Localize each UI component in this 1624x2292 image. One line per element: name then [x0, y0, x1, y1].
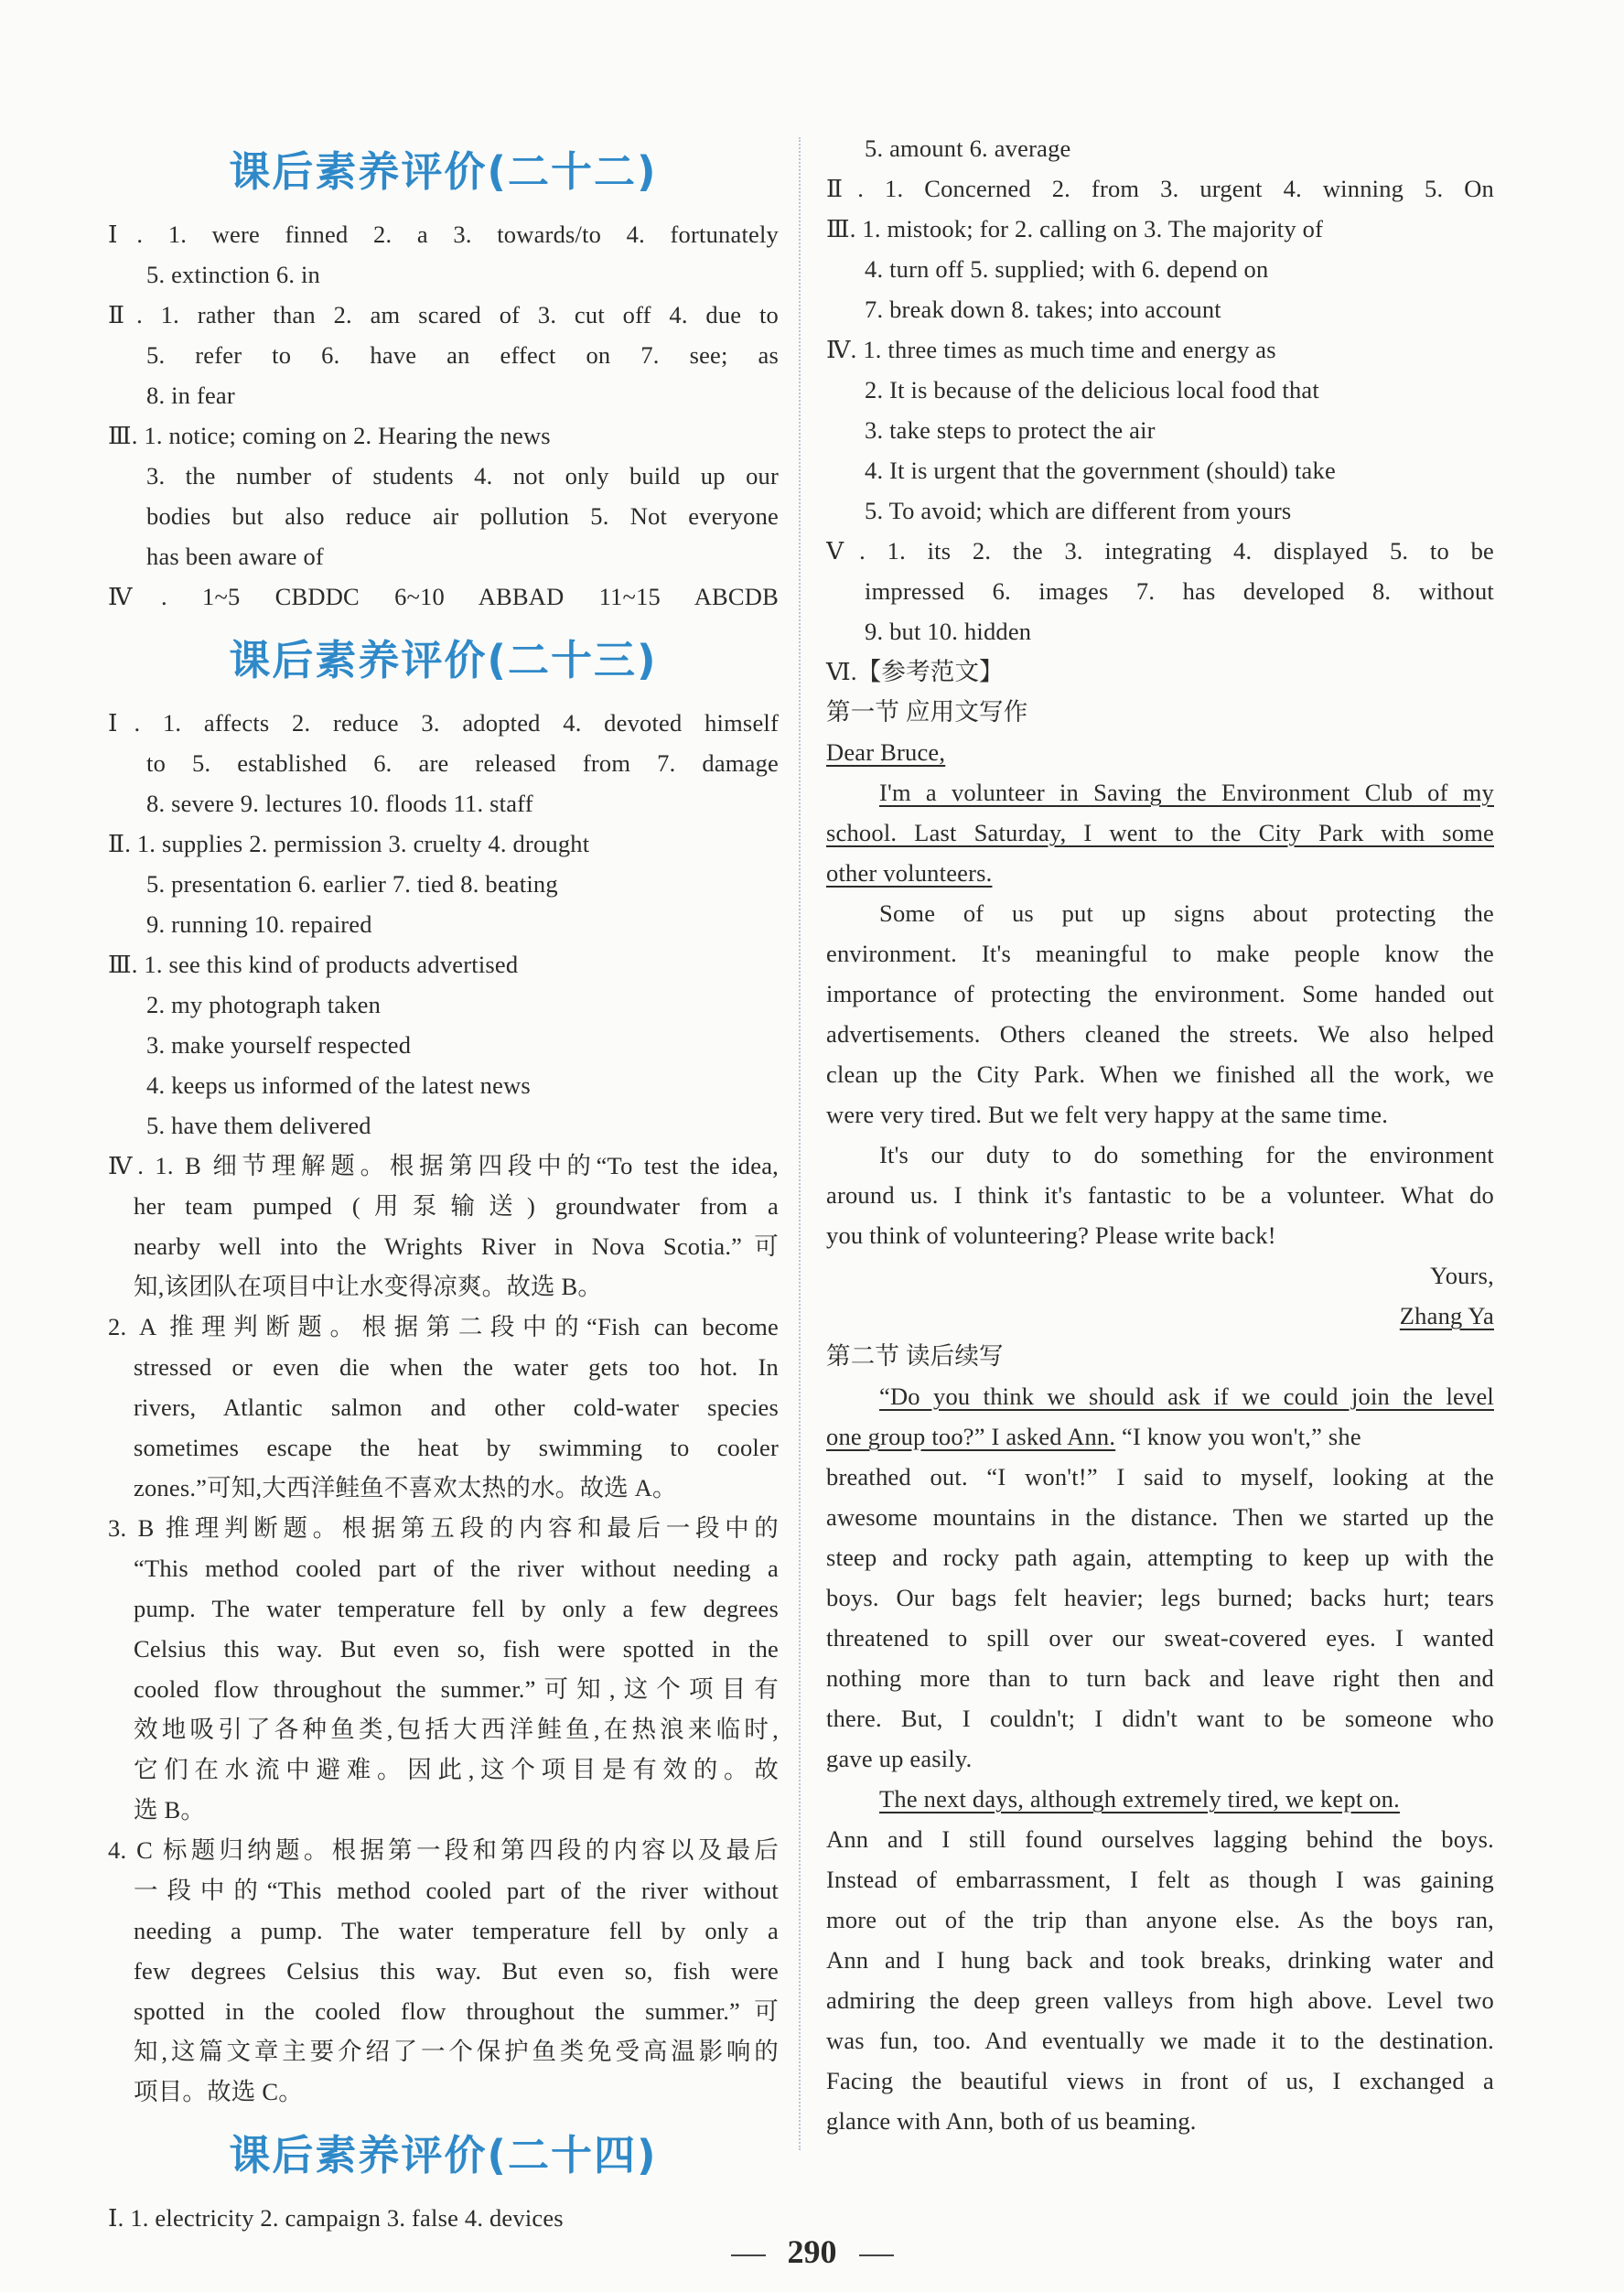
text-span: 4. C 标题归纳题。根据第一段和第四段的内容以及最后 — [108, 1836, 779, 1864]
text-span: 项目。故选 C。 — [134, 2078, 303, 2105]
text-span: Ⅱ. 1. rather than 2. am scared of 3. cut off 4. due to — [108, 301, 779, 328]
text-span: 2. A 推理判断题。根据第二段中的“Fish can become — [108, 1313, 779, 1340]
text-span: Ⅰ. 1. affects 2. reduce 3. adopted 4. devoted himself — [108, 709, 779, 737]
text-line — [108, 1025, 779, 1065]
text-span: glance with Ann, both of us beaming. — [826, 2107, 1197, 2135]
text-span: 第二节 读后续写 — [826, 1342, 1004, 1370]
text-span: school. Last Saturday, I went to the City Park with some — [826, 819, 1494, 846]
text-line — [826, 933, 1494, 974]
text-line — [826, 450, 1494, 490]
text-line — [826, 1577, 1494, 1618]
page-number: 290 — [787, 2233, 837, 2270]
text-line — [826, 1899, 1494, 1940]
text-line — [826, 853, 1494, 893]
text-line — [108, 743, 779, 783]
text-line — [108, 1790, 779, 1830]
text-line — [826, 1175, 1494, 1215]
text-span: I'm a volunteer in Saving the Environment Club of my — [879, 779, 1494, 806]
text-line — [108, 1387, 779, 1427]
text-line — [826, 1094, 1494, 1135]
text-span: spotted in the cooled flow throughout the summer.”可 — [134, 1997, 779, 2025]
text-span: 知,该团队在项目中让水变得凉爽。故选 B。 — [134, 1273, 603, 1300]
text-span: her team pumped (用泵输送) groundwater from a — [134, 1192, 779, 1220]
text-span: Zhang Ya — [1399, 1302, 1494, 1329]
text-span: 8. in fear — [146, 382, 235, 409]
text-span: 选 B。 — [134, 1796, 206, 1824]
text-span: Ⅳ. 1. three times as much time and energy as — [826, 336, 1276, 363]
text-span: 5. refer to 6. have an effect on 7. see; as — [146, 341, 779, 369]
text-line — [826, 490, 1494, 531]
text-span: “I know you won't,” she — [1115, 1423, 1361, 1450]
text-line — [108, 823, 779, 864]
text-line — [826, 128, 1494, 168]
text-span: to 5. established 6. are released from 7. damage — [146, 749, 779, 777]
text-span: Ann and I hung back and took breaks, drinking water and — [826, 1946, 1494, 1974]
text-line — [108, 415, 779, 456]
right-column — [826, 128, 1494, 2141]
text-line — [108, 1709, 779, 1749]
text-line — [826, 531, 1494, 571]
text-span: threatened to spill over our sweat-covered eyes. I wanted — [826, 1624, 1494, 1652]
text-line — [826, 692, 1494, 732]
text-line — [826, 1376, 1494, 1416]
text-span: Ⅳ. 1~5 CBDDC 6~10 ABBAD 11~15 ABCDB — [108, 583, 779, 610]
text-span: 2. It is because of the delicious local food that — [865, 376, 1319, 404]
text-line — [826, 209, 1494, 249]
text-line — [108, 576, 779, 617]
text-span: boys. Our bags felt heavier; legs burned; backs hurt; tears — [826, 1584, 1494, 1611]
text-line — [108, 375, 779, 415]
text-span: stressed or even die when the water gets too hot. In — [134, 1353, 779, 1381]
text-line — [108, 1669, 779, 1709]
text-line — [826, 410, 1494, 450]
text-line — [108, 335, 779, 375]
text-line — [826, 1658, 1494, 1698]
text-line — [108, 1910, 779, 1951]
text-span: Ⅰ. 1. electricity 2. campaign 3. false 4. devices — [108, 2204, 564, 2232]
text-span: around us. I think it's fantastic to be a volunteer. What do — [826, 1181, 1494, 1209]
text-span: Celsius this way. But even so, fish were spotted in the — [134, 1635, 779, 1663]
text-span: 9. but 10. hidden — [865, 618, 1032, 645]
text-line — [108, 1146, 779, 1186]
text-span: Ⅳ. 1. B 细节理解题。根据第四段中的“To test the idea, — [108, 1152, 779, 1179]
text-line — [826, 1135, 1494, 1175]
text-span: zones.”可知,大西洋鲑鱼不喜欢太热的水。故选 A。 — [134, 1474, 677, 1501]
text-line — [108, 2031, 779, 2071]
text-span: was fun, too. And eventually we made it to the destination. — [826, 2027, 1494, 2054]
text-span: importance of protecting the environment. Some handed out — [826, 980, 1494, 1007]
text-line — [826, 1497, 1494, 1537]
text-span: nothing more than to turn back and leave right then and — [826, 1664, 1494, 1692]
text-span: 它们在水流中避难。因此,这个项目是有效的。故 — [134, 1756, 779, 1783]
text-line — [826, 1779, 1494, 1819]
text-span: 3. the number of students 4. not only build up our — [146, 462, 779, 490]
text-line — [826, 651, 1494, 692]
text-line — [826, 1296, 1494, 1336]
text-line — [108, 1629, 779, 1669]
text-line — [826, 1618, 1494, 1658]
text-line — [826, 1215, 1494, 1255]
text-line — [108, 985, 779, 1025]
text-span: few degrees Celsius this way. But even so, fish were — [134, 1957, 779, 1985]
text-span: Facing the beautiful views in front of us, I exchanged a — [826, 2067, 1494, 2094]
text-span: 3. make yourself respected — [146, 1031, 412, 1059]
text-span: rivers, Atlantic salmon and other cold-water species — [134, 1393, 779, 1421]
text-span: Ⅲ. 1. mistook; for 2. calling on 3. The majority of — [826, 215, 1324, 242]
text-line — [826, 1054, 1494, 1094]
text-span: Instead of embarrassment, I felt as though I was gaining — [826, 1866, 1494, 1893]
text-line — [108, 254, 779, 295]
text-line — [108, 1105, 779, 1146]
text-span: 4. It is urgent that the government (should) take — [865, 457, 1336, 484]
text-line — [826, 289, 1494, 329]
text-span: 4. turn off 5. supplied; with 6. depend on — [865, 255, 1269, 283]
text-span: admiring the deep green valleys from high above. Level two — [826, 1986, 1494, 2014]
text-span: there. But, I couldn't; I didn't want to be someone who — [826, 1705, 1494, 1732]
text-line — [108, 1951, 779, 1991]
text-span: more out of the trip than anyone else. As the boys ran, — [826, 1906, 1494, 1933]
text-span: “This method cooled part of the river without needing a — [134, 1555, 779, 1582]
text-line — [108, 1186, 779, 1226]
text-span: breathed out. “I won't!” I said to myself, looking at the — [826, 1463, 1494, 1490]
text-span: awesome mountains in the distance. Then we started up the — [826, 1503, 1494, 1531]
text-span: Ⅵ.【参考范文】 — [826, 658, 1004, 685]
text-line — [108, 536, 779, 576]
text-line — [108, 1065, 779, 1105]
text-span: Some of us put up signs about protecting the — [879, 899, 1494, 927]
text-line — [108, 1991, 779, 2031]
text-line — [826, 1255, 1494, 1296]
text-line — [826, 168, 1494, 209]
text-line — [108, 1830, 779, 1870]
text-line — [108, 944, 779, 985]
text-line — [826, 571, 1494, 611]
text-span: 5. presentation 6. earlier 7. tied 8. beating — [146, 870, 558, 898]
column-divider — [799, 137, 801, 2150]
text-line — [826, 732, 1494, 772]
text-span: Ⅱ. 1. supplies 2. permission 3. cruelty 4. drought — [108, 830, 590, 857]
text-line — [826, 1859, 1494, 1899]
text-span: 效地吸引了各种鱼类,包括大西洋鲑鱼,在热浪来临时, — [134, 1716, 779, 1743]
text-span: 7. break down 8. takes; into account — [865, 296, 1221, 323]
text-span: It's our duty to do something for the environment — [879, 1141, 1494, 1168]
text-span: steep and rocky path again, attempting to keep up with the — [826, 1544, 1494, 1571]
text-line — [108, 1468, 779, 1508]
text-line — [826, 893, 1494, 933]
text-span: needing a pump. The water temperature fell by only a — [134, 1917, 779, 1944]
text-span: advertisements. Others cleaned the streets. We also helped — [826, 1020, 1494, 1048]
text-span: 3. B 推理判断题。根据第五段的内容和最后一段中的 — [108, 1514, 779, 1542]
text-line — [108, 1347, 779, 1387]
text-line — [826, 1416, 1494, 1457]
text-line — [826, 249, 1494, 289]
text-line — [108, 2071, 779, 2112]
section-title: 课后素养评价(二十三) — [229, 636, 658, 684]
text-span: 5. extinction 6. in — [146, 261, 321, 288]
text-line — [108, 1266, 779, 1307]
underlined-text: one group too?” I asked Ann. — [826, 1423, 1116, 1450]
text-span: 9. running 10. repaired — [146, 910, 372, 938]
text-line — [108, 214, 779, 254]
text-line — [826, 1698, 1494, 1738]
text-span: has been aware of — [146, 543, 324, 570]
text-line — [826, 611, 1494, 651]
text-line — [826, 1457, 1494, 1497]
text-line — [826, 772, 1494, 812]
text-span: 一段中的“This method cooled part of the river without — [134, 1877, 779, 1904]
text-span: 5. have them delivered — [146, 1112, 371, 1139]
text-line — [826, 370, 1494, 410]
text-line — [108, 295, 779, 335]
text-line — [108, 1427, 779, 1468]
text-span: 知,这篇文章主要介绍了一个保护鱼类免受高温影响的 — [134, 2038, 779, 2065]
text-span: bodies but also reduce air pollution 5. Not everyone — [146, 502, 779, 530]
text-span: clean up the City Park. When we finished all the work, we — [826, 1060, 1494, 1088]
text-line — [108, 1307, 779, 1347]
text-span: “Do you think we should ask if we could join the level — [879, 1383, 1494, 1410]
text-span: pump. The water temperature fell by only a few degrees — [134, 1595, 779, 1622]
section-title: 课后素养评价(二十二) — [229, 147, 658, 196]
text-line — [826, 1014, 1494, 1054]
text-line — [826, 812, 1494, 853]
text-span: 3. take steps to protect the air — [865, 416, 1156, 444]
text-span: gave up easily. — [826, 1745, 973, 1772]
text-line — [826, 2101, 1494, 2141]
text-line — [826, 1940, 1494, 1980]
text-span: 2. my photograph taken — [146, 991, 382, 1018]
text-line — [108, 1588, 779, 1629]
left-column — [108, 128, 779, 2238]
text-span: Ⅱ. 1. Concerned 2. from 3. urgent 4. winning 5. On — [826, 175, 1494, 202]
text-line — [826, 2061, 1494, 2101]
text-span: 5. amount 6. average — [865, 135, 1071, 162]
page-footer — [0, 2233, 1624, 2278]
text-span: 5. To avoid; which are different from yours — [865, 497, 1292, 524]
text-span: Dear Bruce, — [826, 738, 946, 766]
text-line — [826, 329, 1494, 370]
text-span: Ⅲ. 1. notice; coming on 2. Hearing the news — [108, 422, 551, 449]
section-title: 课后素养评价(二十四) — [229, 2131, 658, 2179]
text-line — [108, 1508, 779, 1548]
text-span: 8. severe 9. lectures 10. floods 11. staff — [146, 790, 533, 817]
text-span: impressed 6. images 7. has developed 8. without — [865, 577, 1494, 605]
text-span: 第一节 应用文写作 — [826, 698, 1028, 726]
text-span: sometimes escape the heat by swimming to cooler — [134, 1434, 779, 1461]
text-span: Ⅲ. 1. see this kind of products advertised — [108, 951, 519, 978]
text-line — [108, 1870, 779, 1910]
text-line — [108, 864, 779, 904]
text-span: were very tired. But we felt very happy at the same time. — [826, 1101, 1389, 1128]
text-line — [108, 496, 779, 536]
text-span: you think of volunteering? Please write back! — [826, 1221, 1276, 1249]
text-line — [108, 456, 779, 496]
text-span: environment. It's meaningful to make people know the — [826, 940, 1494, 967]
text-span: nearby well into the Wrights River in Nova Scotia.”可 — [134, 1232, 779, 1260]
text-span: Ⅰ. 1. were finned 2. a 3. towards/to 4. fortunately — [108, 221, 779, 248]
text-span: Ⅴ. 1. its 2. the 3. integrating 4. displayed 5. to be — [826, 537, 1494, 565]
text-line — [108, 1226, 779, 1266]
text-line — [108, 1548, 779, 1588]
text-line — [826, 1980, 1494, 2020]
text-span: 4. keeps us informed of the latest news — [146, 1071, 531, 1099]
text-line — [826, 1738, 1494, 1779]
text-line — [826, 2020, 1494, 2061]
text-span: The next days, although extremely tired, we kept on. — [879, 1785, 1400, 1813]
text-span: cooled flow throughout the summer.”可知,这个项目有 — [134, 1675, 779, 1703]
text-line — [108, 703, 779, 743]
text-line — [826, 1336, 1494, 1376]
text-line — [826, 974, 1494, 1014]
text-line — [108, 904, 779, 944]
text-span: Ann and I still found ourselves lagging behind the boys. — [826, 1825, 1494, 1853]
text-span: other volunteers. — [826, 859, 993, 887]
text-line — [826, 1819, 1494, 1859]
text-line — [826, 1537, 1494, 1577]
text-line — [108, 1749, 779, 1790]
text-span: Yours, — [1430, 1262, 1494, 1289]
text-line — [108, 783, 779, 823]
